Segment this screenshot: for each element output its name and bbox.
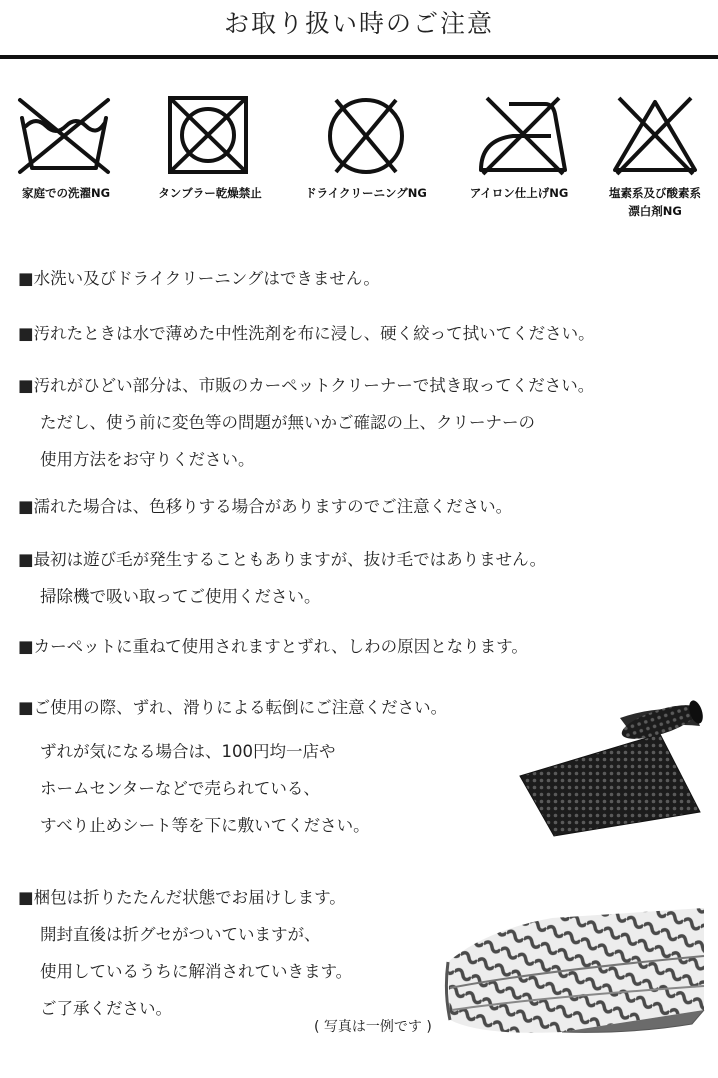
iron-crossed-icon [473, 94, 573, 176]
care-label-bleach-line-1: 塩素系及び酸素系 [609, 186, 701, 200]
note-slip-warning [18, 689, 447, 726]
care-label-tumble-dry: タンブラー乾燥禁止 [158, 186, 262, 200]
care-label-washing: 家庭での洗濯NG [21, 186, 111, 200]
photo-caption: ( 写真は一例です ) [314, 1019, 432, 1035]
note-wet-color-transfer [18, 488, 512, 525]
note-line: 使用しているうちに解消されていきます。 [40, 962, 353, 981]
note-layering-wrinkles [18, 628, 528, 665]
note-line: ずれが気になる場合は、100円均一店や [40, 742, 336, 761]
care-label-bleach-line-2: 漂白剤NG [628, 204, 682, 218]
care-label-iron: アイロン仕上げNG [469, 186, 569, 200]
folded-rug-photo [442, 900, 712, 1040]
note-loose-fibers [18, 541, 546, 615]
dry-clean-crossed-icon [316, 94, 416, 176]
care-label-bleach [594, 184, 716, 220]
note-line: ホームセンターなどで売られている、 [40, 779, 320, 798]
bleach-triangle-crossed-icon [605, 94, 705, 176]
note-line: ■水洗い及びドライクリーニングはできません。 [18, 269, 380, 288]
page-title: お取り扱い時のご注意 [223, 9, 494, 38]
note-line: ■濡れた場合は、色移りする場合がありますのでご注意ください。 [18, 497, 513, 516]
note-line: ■ご使用の際、ずれ、滑りによる転倒にご注意ください。 [18, 698, 448, 717]
note-line: ただし、使う前に変色等の問題が無いかご確認の上、クリーナーの [40, 413, 535, 432]
note-line: 使用方法をお守りください。 [40, 450, 255, 469]
note-line: ■最初は遊び毛が発生することもありますが、抜け毛ではありません。 [18, 550, 547, 569]
note-stain-cleaning [18, 315, 595, 352]
note-anti-slip-sheet [40, 733, 370, 844]
tumble-dry-crossed-icon [158, 94, 258, 176]
note-no-water-wash [18, 260, 380, 297]
care-label-dry-clean: ドライクリーニングNG [305, 186, 427, 200]
note-line: ご了承ください。 [40, 999, 172, 1018]
note-line: ■汚れがひどい部分は、市販のカーペットクリーナーで拭き取ってください。 [18, 376, 595, 395]
note-line: ■汚れたときは水で薄めた中性洗剤を布に浸し、硬く絞って拭いてください。 [18, 324, 595, 343]
washing-tub-crossed-icon [14, 94, 114, 176]
title-divider [0, 55, 718, 59]
note-line: ■カーペットに重ねて使用されますとずれ、しわの原因となります。 [18, 637, 528, 656]
note-folded-packaging [18, 879, 352, 1027]
note-line: ■梱包は折りたたんだ状態でお届けします。 [18, 888, 346, 907]
anti-slip-mat-photo [510, 700, 706, 838]
note-line: 開封直後は折グセがついていますが、 [40, 925, 321, 944]
note-heavy-stains [18, 367, 594, 478]
note-line: 掃除機で吸い取ってご使用ください。 [40, 587, 321, 606]
note-line: すべり止めシート等を下に敷いてください。 [40, 816, 370, 835]
